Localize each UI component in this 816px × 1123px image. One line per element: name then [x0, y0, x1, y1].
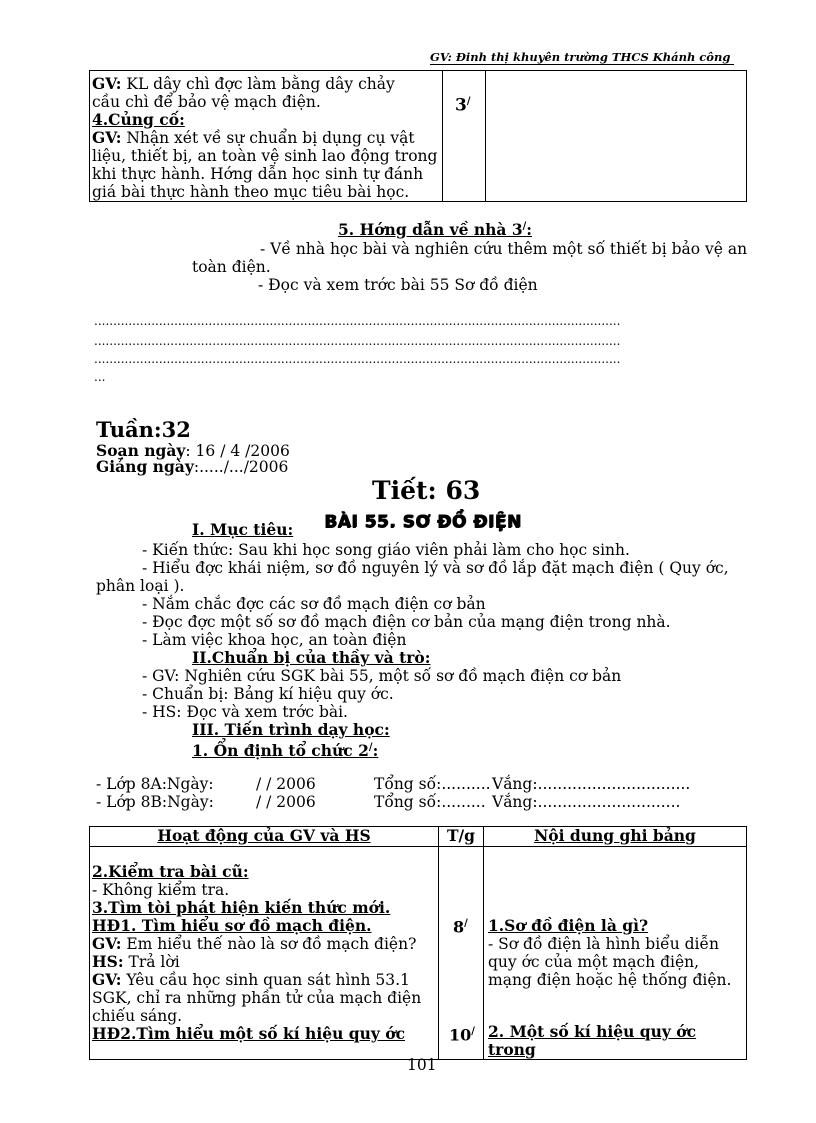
- homework-line-2: - Đọc và xem trớc bài 55 Sơ đồ điện: [258, 276, 538, 294]
- top-table-time-cell: 3/: [443, 71, 486, 202]
- class-total: Tổng số:.........: [374, 793, 486, 811]
- page-header: GV: Đinh thị khuyên trường THCS Khánh công: [430, 50, 734, 65]
- top-table: [89, 70, 747, 202]
- process-heading: III. Tiến trình dạy học:: [192, 720, 390, 739]
- column-header-time: T/g: [439, 827, 484, 847]
- page-number: 101: [407, 1056, 437, 1074]
- week-label: Tuần:32: [96, 417, 191, 442]
- dotted-line-end: ...: [94, 370, 106, 384]
- top-table-content-cell: [486, 71, 747, 202]
- teach-date: Giảng ngày:...../.../2006: [96, 457, 289, 476]
- objective-2: - Hiểu đợc khái niệm, sơ đồ nguyên lý và sơ đồ lắp đặt mạch điện ( Quy ớc,: [142, 559, 729, 577]
- objective-2b: phân loại ).: [96, 577, 185, 595]
- dotted-line-2: ..........................................................................................................................................: [94, 334, 621, 348]
- period-title: Tiết: 63: [372, 476, 481, 505]
- time-cell: 8/ 10/: [439, 847, 484, 1060]
- homework-line-1b: toàn điện.: [192, 258, 271, 276]
- prep-date: Soạn ngày: 16 / 4 /2006: [96, 441, 290, 460]
- objectives-heading: I. Mục tiêu:: [192, 520, 294, 539]
- class-row-8b: [96, 793, 681, 811]
- class-date: / / 2006: [256, 793, 316, 811]
- dotted-line-3: ..........................................................................................................................................: [94, 352, 621, 366]
- class-total: Tổng số:..........: [374, 775, 491, 793]
- organization-heading: 1. Ổn định tổ chức 2/:: [192, 741, 379, 761]
- homework-line-1: - Về nhà học bài và nghiên cứu thêm một số thiết bị bảo vệ an: [260, 240, 748, 258]
- column-header-content: Nội dung ghi bảng: [484, 827, 747, 847]
- homework-heading: 5. Hớng dẫn về nhà 3/:: [338, 220, 533, 240]
- prep-line-2: - Chuẩn bị: Bảng kí hiệu quy ớc.: [142, 685, 394, 703]
- column-header-activity: Hoạt động của GV và HS: [90, 827, 439, 847]
- lesson-title: BÀI 55. SƠ ĐỒ ĐIỆN: [324, 512, 522, 532]
- main-table: [89, 826, 747, 1060]
- class-name: - Lớp 8A:Ngày:: [96, 775, 214, 793]
- activity-cell: 2.Kiểm tra bài cũ: - Không kiểm tra. 3.Tìm tòi phát hiện kiến thức mới. HĐ1. Tìm hiểu sơ đồ mạch điện. GV: Em hiểu thế nào là sơ đồ mạch điện? HS: Trả lời GV: Yêu cầu học sinh quan sát hình 53.1 SGK, chỉ ra những phần tử của mạch điện chiếu sáng. HĐ2.Tìm hiểu một số kí hiệu quy ớc: [90, 847, 439, 1060]
- objective-3: - Nắm chắc đợc các sơ đồ mạch điện cơ bản: [142, 595, 486, 613]
- objective-4: - Đọc đợc một số sơ đồ mạch điện cơ bản của mạng điện trong nhà.: [142, 613, 671, 631]
- dotted-line-1: ..........................................................................................................................................: [94, 314, 621, 328]
- objective-1: - Kiến thức: Sau khi học song giáo viên phải làm cho học sinh.: [142, 541, 630, 559]
- class-absent: Vắng:...............................: [492, 775, 691, 793]
- objective-5: - Làm việc khoa học, an toàn điện: [142, 631, 407, 649]
- class-date: / / 2006: [256, 775, 316, 793]
- prep-line-3: - HS: Đọc và xem trớc bài.: [142, 703, 348, 721]
- top-table-activity-cell: GV: KL dây chì đợc làm bằng dây chảy cầu chì để bảo vệ mạch điện. 4.Củng cố: GV: Nhận xét về sự chuẩn bị dụng cụ vật liệu, thiết bị, an toàn vệ sinh lao động trong khi thực hành. Hớng dẫn học sinh tự đánh giá bài thực hành theo mục tiêu bài học.: [90, 71, 443, 202]
- prep-heading: II.Chuẩn bị của thầy và trò:: [192, 648, 431, 667]
- class-row-8a: [96, 775, 691, 793]
- class-absent: Vắng:.............................: [492, 793, 681, 811]
- class-name: - Lớp 8B:Ngày:: [96, 793, 214, 811]
- prep-line-1: - GV: Nghiên cứu SGK bài 55, một số sơ đồ mạch điện cơ bản: [142, 667, 622, 685]
- content-cell: 1.Sơ đồ điện là gì? - Sơ đồ điện là hình biểu diễn quy ớc của một mạch điện, mạng điện hoặc hệ thống điện. 2. Một số kí hiệu quy ớc trong: [484, 847, 747, 1060]
